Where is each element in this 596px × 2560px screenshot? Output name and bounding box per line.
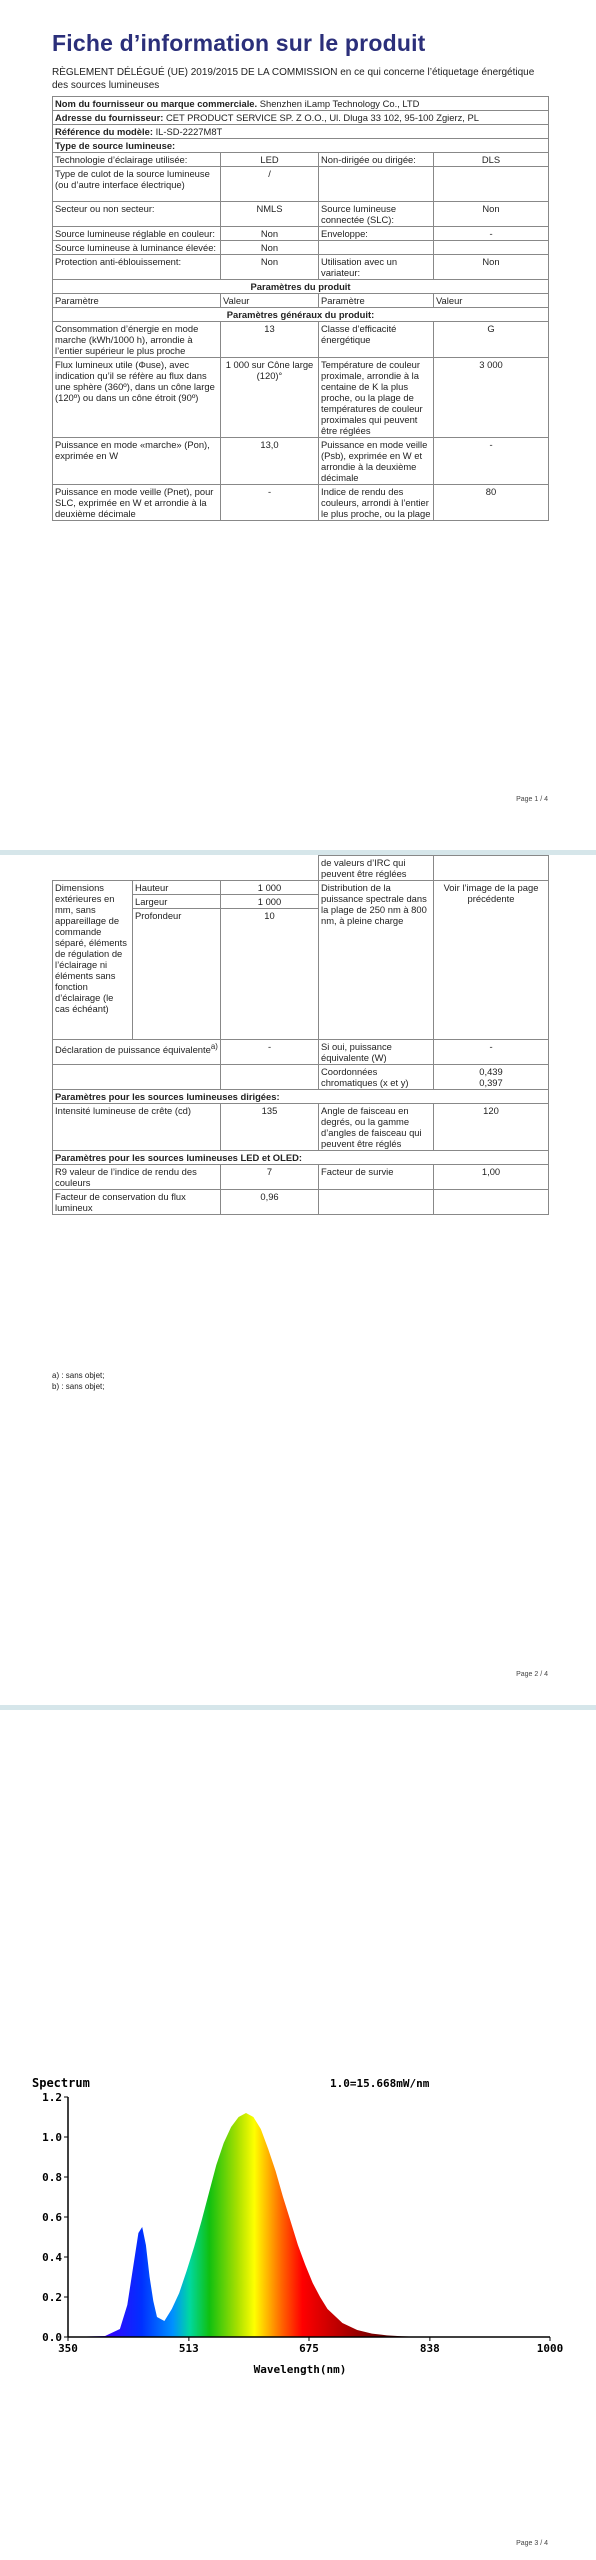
address-row xyxy=(53,111,549,125)
cell: Classe d’efficacité énergétique xyxy=(319,322,434,358)
table-row xyxy=(53,1190,549,1215)
y-tick-label: 0.2 xyxy=(42,2291,62,2304)
y-tick-label: 1.0 xyxy=(42,2131,62,2144)
table-row xyxy=(53,227,549,241)
cell: Utilisation avec un variateur: xyxy=(319,255,434,280)
page-number: Page 2 / 4 xyxy=(516,1671,548,1678)
product-info-table xyxy=(52,96,549,521)
cell: Non xyxy=(221,241,319,255)
cell xyxy=(319,241,434,255)
cell: Source lumineuse à luminance élevée: xyxy=(53,241,221,255)
cell: Technologie d’éclairage utilisée: xyxy=(53,153,221,167)
cell: DLS xyxy=(434,153,549,167)
cell: Non xyxy=(221,227,319,241)
coord-label: Coordonnées chromatiques (x et y) xyxy=(319,1065,434,1090)
eq2-value: - xyxy=(434,1040,549,1065)
cell: 13,0 xyxy=(221,438,319,485)
cell: Secteur ou non secteur: xyxy=(53,202,221,227)
product-params-table-cont xyxy=(52,855,549,1215)
cell xyxy=(434,167,549,202)
cell xyxy=(319,167,434,202)
cell: Non xyxy=(434,202,549,227)
peak-value: 135 xyxy=(221,1104,319,1151)
column-header: Paramètre xyxy=(53,294,221,308)
y-tick-label: 0.8 xyxy=(42,2171,62,2184)
y-tick-label: 0.0 xyxy=(42,2331,62,2344)
x-axis-label: Wavelength(nm) xyxy=(253,2363,347,2375)
table-row xyxy=(53,485,549,521)
plot-area xyxy=(42,2091,563,2355)
address-value: CET PRODUCT SERVICE SP. Z O.O., Ul. Dluga 33 102, 95-100 Zgierz, PL xyxy=(165,112,479,123)
footnotes xyxy=(52,1370,104,1392)
cell: NMLS xyxy=(221,202,319,227)
led-heading: Paramètres pour les sources lumineuses LED et OLED: xyxy=(53,1151,549,1165)
model-value: IL-SD-2227M8T xyxy=(155,126,223,137)
supplier-label: Nom du fournisseur ou marque commerciale. xyxy=(55,98,258,109)
beam-value: 120 xyxy=(434,1104,549,1151)
beam-label: Angle de faisceau en degrés, ou la gamme d’angles de faisceau qui peuvent être réglés xyxy=(319,1104,434,1151)
cell: Consommation d’énergie en mode marche (kWh/1000 h), arrondie à l’entier supérieur le plus proche xyxy=(53,322,221,358)
coord-y: 0,397 xyxy=(479,1077,503,1088)
coord-x: 0,439 xyxy=(479,1066,503,1077)
cell: 1 000 sur Cône large (120)° xyxy=(221,358,319,438)
cell: Non xyxy=(434,255,549,280)
model-row xyxy=(53,125,549,139)
height-value: 1 000 xyxy=(221,881,319,895)
spectrum-area xyxy=(68,2113,424,2337)
width-value: 1 000 xyxy=(221,895,319,909)
params-heading: Paramètres du produit xyxy=(53,280,549,294)
cell: Protection anti-éblouissement: xyxy=(53,255,221,280)
eq2-label: Si oui, puissance équivalente (W) xyxy=(319,1040,434,1065)
dims-label: Dimensions extérieures en mm, sans appareillage de commande séparé, éléments de régulation de l’éclairage ni éléments sans fonction d’éclairage (le cas échéant) xyxy=(53,881,133,1040)
cell: / xyxy=(221,167,319,202)
table-row xyxy=(53,322,549,358)
regulation-text: RÈGLEMENT DÉLÉGUÉ (UE) 2019/2015 DE LA COMMISSION en ce qui concerne l’étiquetage énergétique des sources lumineuses xyxy=(52,67,535,91)
cell: - xyxy=(434,227,549,241)
cell: - xyxy=(434,438,549,485)
x-tick-label: 513 xyxy=(178,2342,199,2355)
r9-label: R9 valeur de l’indice de rendu des couleurs xyxy=(53,1165,221,1190)
eq-value: - xyxy=(221,1040,319,1065)
cell: Flux lumineux utile (Φuse), avec indication qu’il se réfère au flux dans une sphère (360º), dans un cône large (120º) ou dans un cône étroit (90º) xyxy=(53,358,221,438)
cell: 3 000 xyxy=(434,358,549,438)
x-tick-label: 1000 xyxy=(536,2342,564,2355)
table-row xyxy=(53,1165,549,1190)
page-1 xyxy=(0,0,596,850)
cell: Puissance en mode «marche» (Pon), exprimée en W xyxy=(53,438,221,485)
eq-label-cell xyxy=(53,1040,221,1065)
table-row xyxy=(53,438,549,485)
spd-value: Voir l’image de la page précédente xyxy=(434,881,549,1040)
table-row xyxy=(53,358,549,438)
coord-value xyxy=(434,1065,549,1090)
table-row xyxy=(53,881,549,895)
cell: Indice de rendu des couleurs, arrondi à l’entier le plus proche, ou la plage xyxy=(319,485,434,521)
cell: Source lumineuse connectée (SLC): xyxy=(319,202,434,227)
chart-title: Spectrum xyxy=(32,2076,90,2090)
y-tick-label: 1.2 xyxy=(42,2091,62,2104)
page-3 xyxy=(0,1710,596,2560)
y-tick-label: 0.4 xyxy=(42,2251,62,2264)
x-tick-label: 675 xyxy=(299,2342,319,2355)
page-number: Page 3 / 4 xyxy=(516,2540,548,2547)
flux-label: Facteur de conservation du flux lumineux xyxy=(53,1190,221,1215)
eq-footnote-ref: a) xyxy=(210,1042,218,1051)
type-heading: Type de source lumineuse: xyxy=(53,139,549,153)
chart-scale-note: 1.0=15.668mW/nm xyxy=(330,2077,430,2090)
cell: 13 xyxy=(221,322,319,358)
width-label: Largeur xyxy=(133,895,221,909)
page-number: Page 1 / 4 xyxy=(516,796,548,803)
cell: Puissance en mode veille (Pnet), pour SLC, exprimée en W et arrondie à la deuxième décimale xyxy=(53,485,221,521)
x-tick-label: 838 xyxy=(419,2342,440,2355)
table-row xyxy=(53,1040,549,1065)
height-label: Hauteur xyxy=(133,881,221,895)
cell: de valeurs d’IRC qui peuvent être réglées xyxy=(319,856,434,881)
footnote-b: b) : sans objet; xyxy=(52,1382,105,1391)
survival-value: 1,00 xyxy=(434,1165,549,1190)
cell: Type de culot de la source lumineuse (ou d’autre interface électrique) xyxy=(53,167,221,202)
cell: - xyxy=(221,485,319,521)
cell: Non-dirigée ou dirigée: xyxy=(319,153,434,167)
footnote-a: a) : sans objet; xyxy=(52,1371,105,1380)
y-tick-label: 0.6 xyxy=(42,2211,62,2224)
column-header: Paramètre xyxy=(319,294,434,308)
column-header: Valeur xyxy=(221,294,319,308)
table-row xyxy=(53,1065,549,1090)
table-row xyxy=(53,255,549,280)
depth-label: Profondeur xyxy=(133,909,221,1040)
page-2 xyxy=(0,855,596,1705)
column-header: Valeur xyxy=(434,294,549,308)
cell: 80 xyxy=(434,485,549,521)
peak-label: Intensité lumineuse de crête (cd) xyxy=(53,1104,221,1151)
table-row xyxy=(53,1104,549,1151)
cell: Non xyxy=(221,255,319,280)
cell: Température de couleur proximale, arrondie à la centaine de K la plus proche, ou la plage de températures de couleur proximales qui peuvent être réglées xyxy=(319,358,434,438)
cell: Source lumineuse réglable en couleur: xyxy=(53,227,221,241)
supplier-value: Shenzhen iLamp Technology Co., LTD xyxy=(259,98,420,109)
directed-heading: Paramètres pour les sources lumineuses dirigées: xyxy=(53,1090,549,1104)
survival-label: Facteur de survie xyxy=(319,1165,434,1190)
spd-label: Distribution de la puissance spectrale dans la plage de 250 nm à 800 nm, à pleine charge xyxy=(319,881,434,1040)
general-heading: Paramètres généraux du produit: xyxy=(53,308,549,322)
address-label: Adresse du fournisseur: xyxy=(55,112,164,123)
header-row xyxy=(53,294,549,308)
flux-value: 0,96 xyxy=(221,1190,319,1215)
table-row xyxy=(53,856,549,881)
cell: Puissance en mode veille (Psb), exprimée en W et arrondie à la deuxième décimale xyxy=(319,438,434,485)
r9-value: 7 xyxy=(221,1165,319,1190)
spectrum-chart xyxy=(30,2075,570,2375)
model-label: Référence du modèle: xyxy=(55,126,153,137)
document-title: Fiche d’information sur le produit xyxy=(52,30,426,56)
depth-value: 10 xyxy=(221,909,319,1040)
table-row xyxy=(53,202,549,227)
cell: G xyxy=(434,322,549,358)
cell: LED xyxy=(221,153,319,167)
table-row xyxy=(53,153,549,167)
x-tick-label: 350 xyxy=(58,2342,78,2355)
cell: Enveloppe: xyxy=(319,227,434,241)
eq-label: Déclaration de puissance équivalente xyxy=(55,1044,211,1056)
table-row xyxy=(53,241,549,255)
cell xyxy=(434,241,549,255)
supplier-row xyxy=(53,97,549,111)
table-row xyxy=(53,167,549,202)
